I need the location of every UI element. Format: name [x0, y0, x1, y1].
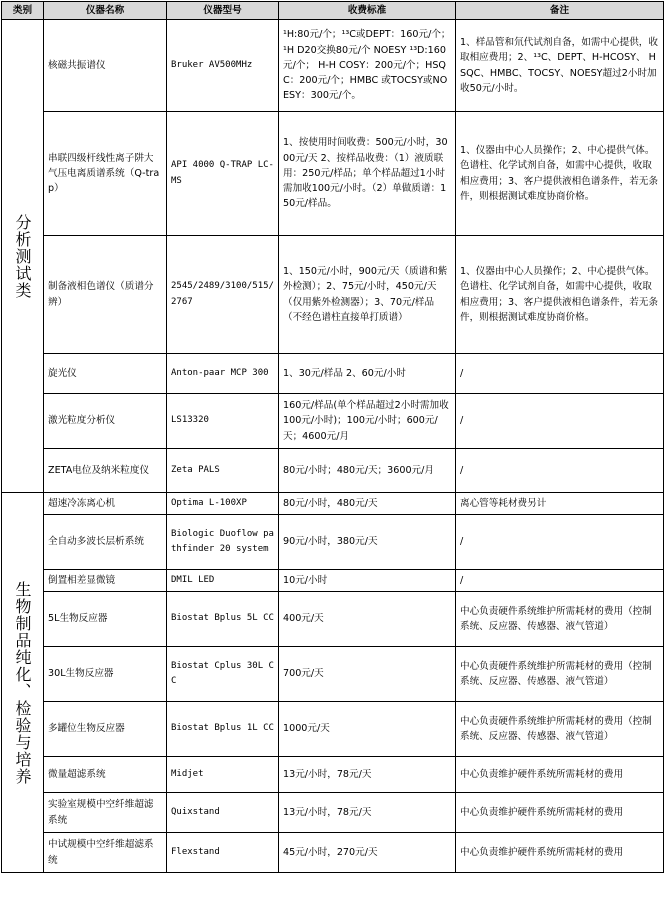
instrument-model: Zeta PALS [167, 449, 279, 493]
remarks: 离心管等耗材费另计 [456, 493, 664, 515]
instrument-name: 激光粒度分析仪 [44, 394, 167, 449]
remarks: / [456, 354, 664, 394]
instrument-model: Optima L-100XP [167, 493, 279, 515]
instrument-name: 实验室规模中空纤维超滤系统 [44, 793, 167, 833]
fee-standard: ¹H:80元/个；¹³C或DEPT：160元/个；¹H D20交换80元/个 NOESY ¹³D:160元/个； H-H COSY：200元/个；HSQC：200元/个；HMBC 或TOCSY或NOESY：300元/个。 [279, 20, 456, 112]
fee-standard: 45元/小时，270元/天 [279, 833, 456, 873]
instrument-model: LS13320 [167, 394, 279, 449]
remarks: 中心负责维护硬件系统所需耗材的费用 [456, 757, 664, 793]
instrument-name: 倒置相差显微镜 [44, 570, 167, 592]
table-row [2, 647, 664, 702]
instrument-model: Midjet [167, 757, 279, 793]
table-row [2, 702, 664, 757]
table-row [2, 833, 664, 873]
fee-standard: 80元/小时，480元/天 [279, 493, 456, 515]
instrument-model: Anton-paar MCP 300 [167, 354, 279, 394]
instrument-name: 旋光仪 [44, 354, 167, 394]
instrument-model: Biostat Cplus 30L CC [167, 647, 279, 702]
fee-standard: 10元/小时 [279, 570, 456, 592]
fee-table [1, 1, 664, 873]
instrument-name: 制备液相色谱仪（质谱分辨） [44, 236, 167, 354]
table-row [2, 793, 664, 833]
fee-standard: 13元/小时，78元/天 [279, 757, 456, 793]
header-fee-standard: 收费标准 [279, 2, 456, 20]
instrument-model: 2545/2489/3100/515/2767 [167, 236, 279, 354]
category-cell: 分析测试类 [2, 20, 44, 493]
fee-standard: 160元/样品(单个样品超过2小时需加收100元/小时)；100元/小时；600元/天；4600元/月 [279, 394, 456, 449]
table-row [2, 449, 664, 493]
instrument-name: 多罐位生物反应器 [44, 702, 167, 757]
instrument-name: ZETA电位及纳米粒度仪 [44, 449, 167, 493]
instrument-model: Flexstand [167, 833, 279, 873]
instrument-model: Bruker AV500MHz [167, 20, 279, 112]
remarks: / [456, 515, 664, 570]
instrument-name: 中试规模中空纤维超滤系统 [44, 833, 167, 873]
table-row [2, 354, 664, 394]
instrument-model: Biostat Bplus 1L CC [167, 702, 279, 757]
fee-standard: 1、150元/小时，900元/天（质谱和紫外检测）；2、75元/小时，450元/天（仅用紫外检测器）；3、70元/样品（不经色谱柱直接单打质谱） [279, 236, 456, 354]
table-row [2, 570, 664, 592]
instrument-name: 5L生物反应器 [44, 592, 167, 647]
remarks: 1、仪器由中心人员操作；2、中心提供气体。色谱柱、化学试剂自备，如需中心提供，收取相应费用；3、客户提供液相色谱条件，若无条件，则根据测试难度协商价格。 [456, 112, 664, 236]
instrument-model: API 4000 Q-TRAP LC-MS [167, 112, 279, 236]
instrument-model: Quixstand [167, 793, 279, 833]
header-instrument-model: 仪器型号 [167, 2, 279, 20]
fee-standard: 90元/小时，380元/天 [279, 515, 456, 570]
table-row [2, 592, 664, 647]
instrument-name: 串联四级杆线性离子阱大气压电离质谱系统（Q-trap） [44, 112, 167, 236]
fee-standard: 80元/小时；480元/天；3600元/月 [279, 449, 456, 493]
table-row [2, 20, 664, 112]
header-instrument-name: 仪器名称 [44, 2, 167, 20]
header-category: 类别 [2, 2, 44, 20]
remarks: 中心负责维护硬件系统所需耗材的费用 [456, 793, 664, 833]
instrument-name: 全自动多波长层析系统 [44, 515, 167, 570]
remarks: 中心负责硬件系统维护所需耗材的费用（控制系统、反应器、传感器、液气管道） [456, 647, 664, 702]
instrument-name: 微量超滤系统 [44, 757, 167, 793]
category-cell: 生物制品纯化、检验与培养 [2, 493, 44, 873]
table-row [2, 493, 664, 515]
instrument-name: 核磁共振谱仪 [44, 20, 167, 112]
fee-standard: 13元/小时，78元/天 [279, 793, 456, 833]
instrument-model: Biologic Duoflow pathfinder 20 system [167, 515, 279, 570]
table-row [2, 236, 664, 354]
table-row [2, 515, 664, 570]
remarks: 中心负责硬件系统维护所需耗材的费用（控制系统、反应器、传感器、液气管道） [456, 592, 664, 647]
table-row [2, 112, 664, 236]
instrument-name: 30L生物反应器 [44, 647, 167, 702]
remarks: 中心负责硬件系统维护所需耗材的费用（控制系统、反应器、传感器、液气管道） [456, 702, 664, 757]
remarks: / [456, 570, 664, 592]
remarks: 中心负责维护硬件系统所需耗材的费用 [456, 833, 664, 873]
table-row [2, 757, 664, 793]
remarks: 1、仪器由中心人员操作；2、中心提供气体。色谱柱、化学试剂自备，如需中心提供，收取相应费用；3、客户提供液相色谱条件，若无条件，则根据测试难度协商价格。 [456, 236, 664, 354]
header-remarks: 备注 [456, 2, 664, 20]
fee-standard: 1000元/天 [279, 702, 456, 757]
fee-standard: 1、30元/样品 2、60元/小时 [279, 354, 456, 394]
fee-standard: 400元/天 [279, 592, 456, 647]
instrument-name: 超速冷冻离心机 [44, 493, 167, 515]
remarks: / [456, 394, 664, 449]
fee-standard: 1、按使用时间收费：500元/小时，3000元/天 2、按样品收费：（1）液质联用：250元/样品；单个样品超过1小时需加收100元/小时。（2）单做质谱：150元/样品。 [279, 112, 456, 236]
instrument-model: Biostat Bplus 5L CC [167, 592, 279, 647]
remarks: 1、样品管和氘代试剂自备，如需中心提供，收取相应费用；2、¹³C、DEPT、H-HCOSY、 HSQC、HMBC、TOCSY、NOESY超过2小时加收50元/小时。 [456, 20, 664, 112]
fee-standard: 700元/天 [279, 647, 456, 702]
remarks: / [456, 449, 664, 493]
table-row [2, 394, 664, 449]
instrument-model: DMIL LED [167, 570, 279, 592]
header-row [2, 2, 664, 20]
